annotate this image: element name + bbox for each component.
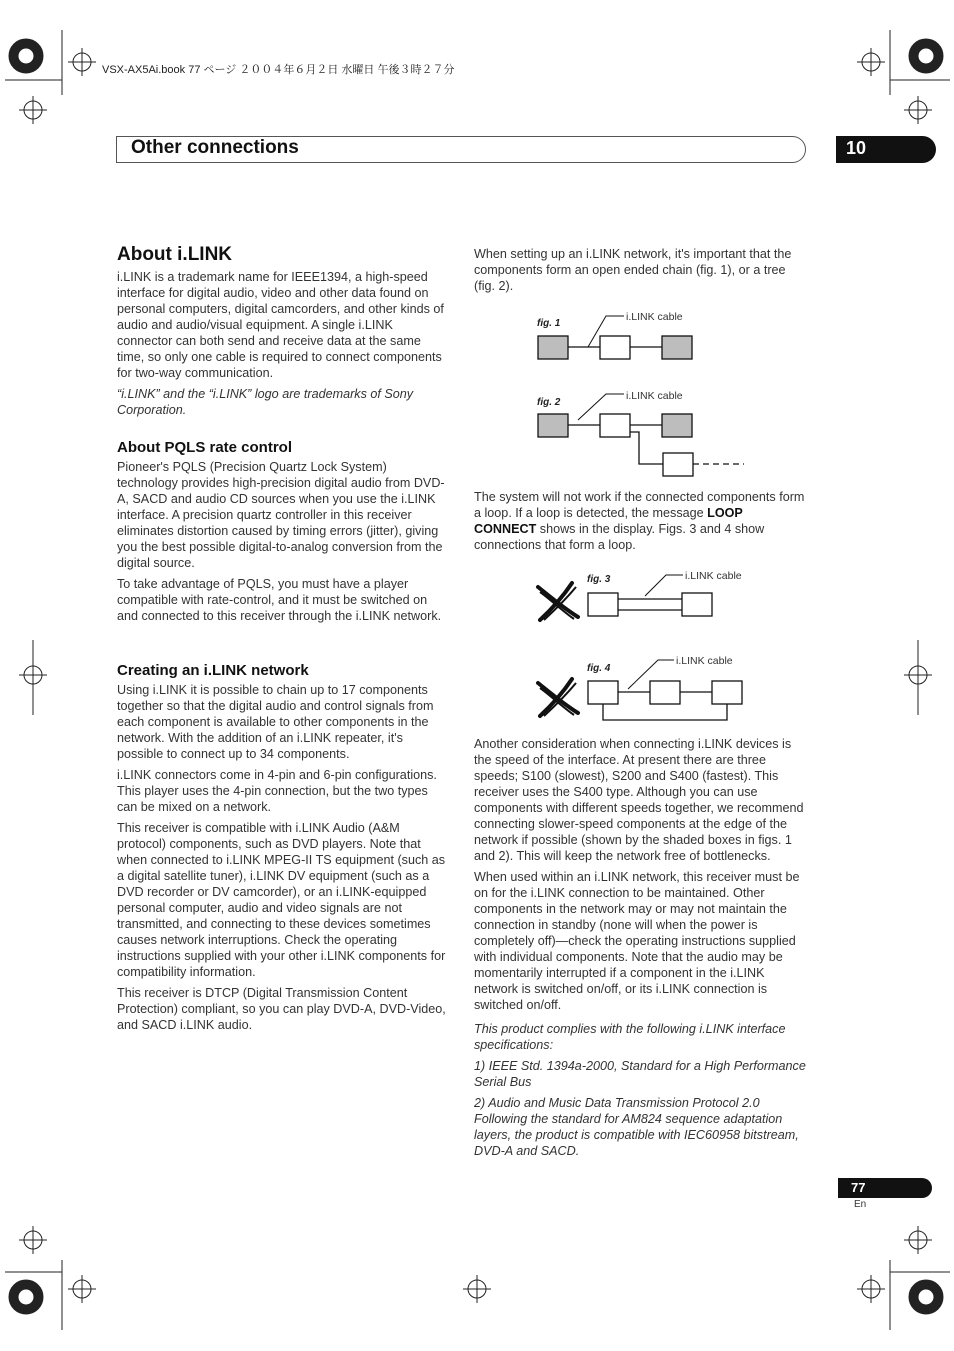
heading-about-ilink: About i.LINK [117,244,233,265]
registration-sunburst-top-left-icon [9,39,43,73]
fig-3-cable-label: i.LINK cable [685,570,742,582]
trademark-note: “i.LINK” and the “i.LINK” logo are trademarks of Sony Corporation. [117,387,414,417]
network-section [117,662,451,1038]
paragraph [474,489,808,553]
fig-2-cable-label: i.LINK cable [626,390,683,402]
prohibited-x-icon [538,583,578,620]
fig-1-cable-label: i.LINK cable [626,311,683,323]
loop-text-start: The system will not work if the connected components form a loop. If a loop is detected, the message [474,490,805,520]
section-title: Other connections [131,137,299,158]
fig-2-label: fig. 2 [537,397,561,408]
registration-sunburst-top-right-icon [909,39,943,73]
paragraph: This receiver is compatible with i.LINK Audio (A&M protocol) components, such as DVD players. Note that when connected to i.LINK MPEG-II TS equipment (such as a digital satellite tuner), i.LINK DV equipment (such as a DVD recorder or DV camcorder), or an i.LINK-equipped personal computer, audio and video signals are not transmitted, and connecting to these devices sometimes causes network interruptions. Check the operating instructions supplied with your other i.LINK components for compatibility information. [117,821,446,979]
spec-item: 2) Audio and Music Data Transmission Protocol 2.0 Following the standard for AM824 sequence adaptation layers, the product is compatible with IEC60958 bitstream, DVD-A and SACD. [474,1096,799,1158]
paragraph: When used within an i.LINK network, this receiver must be on for the i.LINK connection to be maintained. Other components in the network may or may not maintain the connection in standby (none will when the power is completely off)—check the operating instructions supplied with individual components. Note that the audio may be momentarily interrupted if a component in the i.LINK network is switched on/off, or its i.LINK connection is switched on/off. [474,870,800,1012]
right-column-loop [474,489,808,558]
chapter-badge [836,136,936,163]
paragraph: When setting up an i.LINK network, it's important that the components form an open ended chain (fig. 1), or a tree (fig. 2). [474,247,792,293]
fig-1-component-shaded [662,336,692,359]
fig-3-component [588,593,618,616]
right-column-details [474,736,808,1164]
paragraph: i.LINK connectors come in 4-pin and 6-pin configurations. This player uses the 4-pin connection, but the two types can be mixed on a network. [117,768,437,814]
paragraph: Using i.LINK it is possible to chain up to 17 components together so that the digital audio and control signals from each component is available to other components in the network. With the addition of an i.LINK repeater, it's possible to connect up to 34 components. [117,683,434,761]
figure-3-4 [530,565,770,725]
paragraph: To take advantage of PQLS, you must have a player compatible with rate-control, and it must be switched on and connected to this receiver through the i.LINK network. [117,577,442,623]
fig-1-component [600,336,630,359]
spec-item: 1) IEEE Std. 1394a-2000, Standard for a High Performance Serial Bus [474,1059,806,1089]
heading-creating-network: Creating an i.LINK network [117,662,309,679]
heading-pqls: About PQLS rate control [117,439,293,456]
fig-2-component-shaded [662,414,692,437]
paragraph: Pioneer's PQLS (Precision Quartz Lock System) technology provides high-precision digital audio from DVD-A, SACD and audio CD sources when you use the i.LINK interface. A precision quartz controller in this receiver eliminates distortion caused by timing errors (jitter), giving you the best possible digital-to-analog conversion from the digital source. [117,460,445,570]
fig-4-cable-label: i.LINK cable [676,655,733,667]
fig-3-label: fig. 3 [587,574,611,585]
fig-4-component [588,681,618,704]
paragraph: This receiver is DTCP (Digital Transmission Content Protection) compliant, so you can play DVD-A, DVD-Video, and SACD i.LINK audio. [117,986,446,1032]
fig-1-component-shaded [538,336,568,359]
fig-1-label: fig. 1 [537,318,561,329]
registration-sunburst-bottom-left-icon [9,1280,43,1314]
fig-3-component [682,593,712,616]
page-number-badge [838,1178,932,1198]
language-code: En [854,1199,867,1210]
paragraph: Another consideration when connecting i.LINK devices is the speed of the interface. At present there are three speeds; S100 (slowest), S200 and S400 (fastest). This receiver uses the S400 type. Although you can use components with different speeds together, we recommend connecting slower-speed components at the edge of the network if possible (shown by the shaded boxes in figs. 1 and 2). This will keep the network free of bottlenecks. [474,737,804,863]
right-column-intro [474,246,808,299]
fig-4-label: fig. 4 [587,663,611,674]
registration-sunburst-bottom-right-icon [909,1280,943,1314]
chapter-number: 10 [846,138,867,158]
loop-text-end: shows in the display. Figs. 3 and 4 show connections that form a loop. [474,522,765,552]
fig-2-component-branch [663,453,693,476]
paragraph: i.LINK is a trademark name for IEEE1394, a high-speed interface for digital audio, video and other data found on personal computers, digital camcorders, and other kinds of audio and audio/visual equipment. A single i.LINK connector can both send and receive data at the same time, so only one cable is required to connect components for two-way communication. [117,270,444,380]
fig-2-component [600,414,630,437]
fig-2-component-shaded [538,414,568,437]
prohibited-x-icon [538,679,578,716]
fig-4-component [650,681,680,704]
print-header: VSX-AX5Ai.book 77 ページ ２００４年６月２日 水曜日 午後３時２７分 [102,64,455,76]
pqls-section [117,439,451,629]
page-number: 77 [851,1180,866,1195]
about-ilink-section [117,244,451,423]
spec-intro: This product complies with the following i.LINK interface specifications: [474,1022,786,1052]
fig-4-component [712,681,742,704]
loop-connect-message: LOOP CONNECT [474,506,743,536]
figure-1-2 [530,305,760,485]
